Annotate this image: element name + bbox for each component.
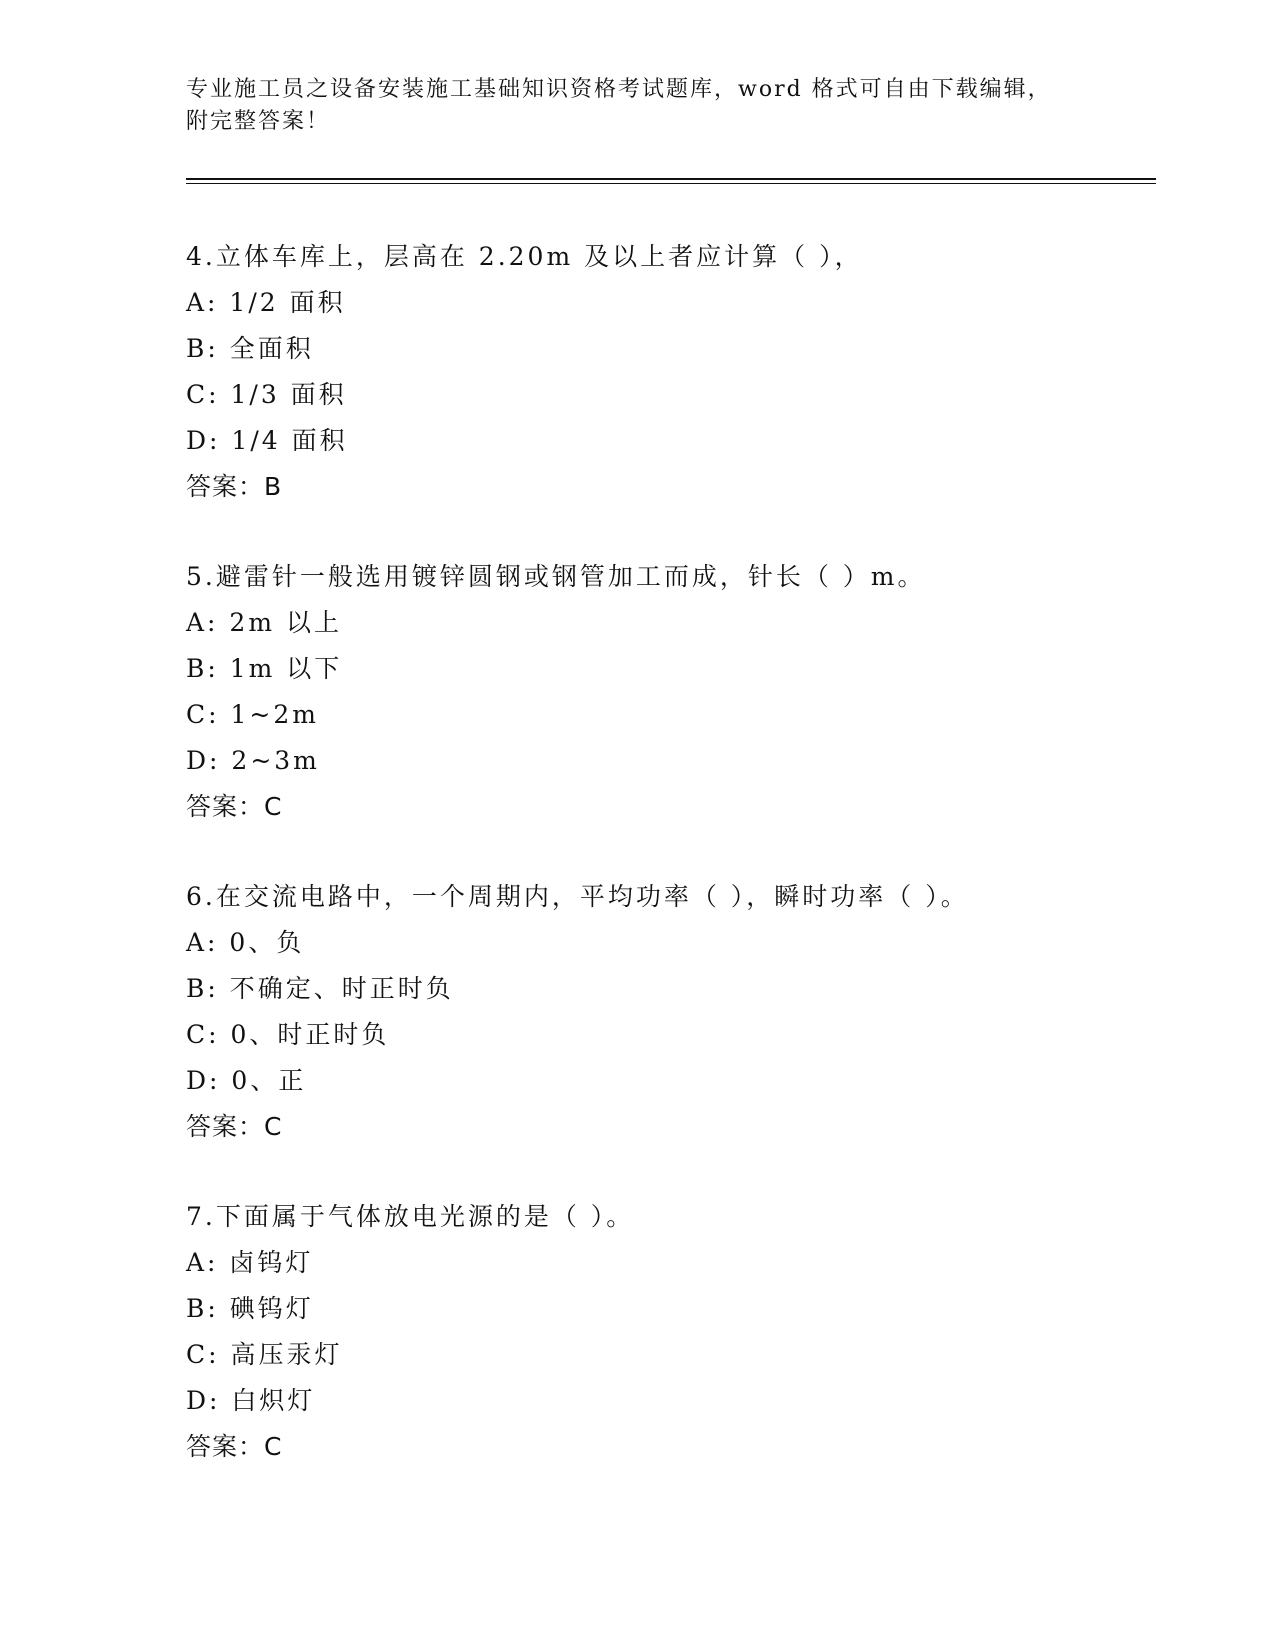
option-a: A: 0、负 (186, 928, 305, 957)
answer-line: 答案：C (186, 792, 283, 821)
header-line-2: 附完整答案！ (186, 109, 331, 134)
option-b: B: 1m 以下 (186, 654, 343, 683)
option-b: B: 不确定、时正时负 (186, 974, 454, 1003)
question-4 (186, 234, 1136, 510)
question-stem: 5.避雷针一般选用镀锌圆钢或钢管加工而成，针长（ ）m。 (186, 562, 926, 591)
header-line-1: 专业施工员之设备安装施工基础知识资格考试题库，word 格式可自由下载编辑， (186, 77, 1052, 102)
option-c: C: 高压汞灯 (186, 1340, 343, 1369)
question-6 (186, 874, 1136, 1150)
question-stem: 7.下面属于气体放电光源的是（ ）。 (186, 1202, 635, 1231)
option-d: D: 2~3m (186, 746, 320, 775)
option-c: C: 0、时正时负 (186, 1020, 390, 1049)
option-a: A: 1/2 面积 (186, 288, 346, 317)
option-a: A: 2m 以上 (186, 608, 342, 637)
question-stem: 4.立体车库上，层高在 2.20m 及以上者应计算（ ）， (186, 242, 863, 271)
document-header (186, 74, 1086, 138)
option-b: B: 碘钨灯 (186, 1294, 314, 1323)
option-d: D: 白炽灯 (186, 1386, 316, 1415)
option-b: B: 全面积 (186, 334, 314, 363)
option-c: C: 1~2m (186, 700, 319, 729)
answer-line: 答案：C (186, 1112, 283, 1141)
option-d: D: 0、正 (186, 1066, 307, 1095)
question-stem: 6.在交流电路中，一个周期内，平均功率（ ），瞬时功率（ ）。 (186, 882, 969, 911)
option-c: C: 1/3 面积 (186, 380, 347, 409)
answer-line: 答案：B (186, 472, 283, 501)
question-7 (186, 1194, 1136, 1470)
header-divider-top (186, 178, 1156, 180)
option-d: D: 1/4 面积 (186, 426, 348, 455)
answer-line: 答案：C (186, 1432, 283, 1461)
question-5 (186, 554, 1136, 830)
option-a: A: 卤钨灯 (186, 1248, 314, 1277)
header-divider-bottom (186, 183, 1156, 184)
